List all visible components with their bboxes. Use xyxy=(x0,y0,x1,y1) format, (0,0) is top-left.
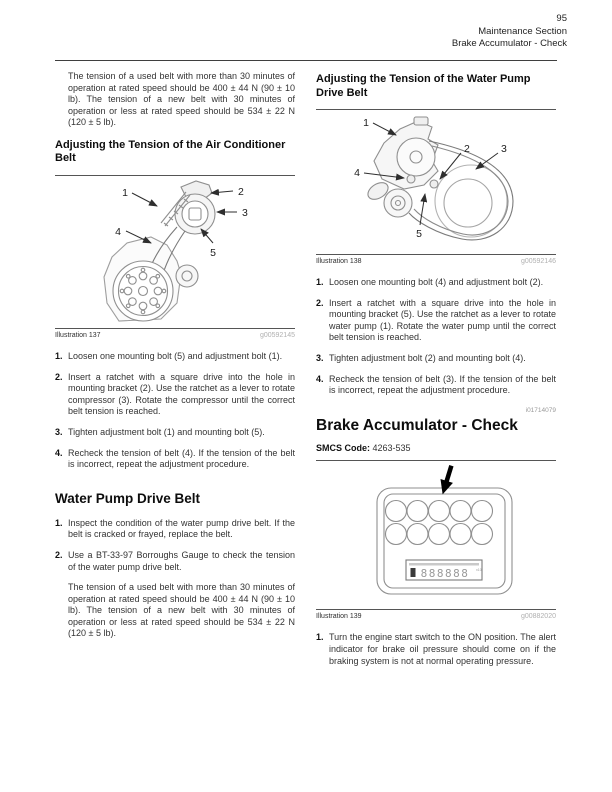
page-columns xyxy=(55,71,557,676)
ac-belt-heading: Adjusting the Tension of the Air Conditioner Belt xyxy=(55,138,286,165)
callout-2: 2 xyxy=(238,185,244,198)
callout-2: 2 xyxy=(464,143,470,155)
figure-137-caption: Illustration 137 xyxy=(55,331,101,339)
lcd-battery-icon xyxy=(411,568,416,577)
figure-137 xyxy=(55,175,295,339)
step-item xyxy=(55,550,295,573)
callout-3: 3 xyxy=(242,206,248,219)
step-number: 2. xyxy=(316,297,324,308)
step-number: 2. xyxy=(55,371,63,382)
figure-138 xyxy=(316,109,556,265)
belt-tension-intro-paragraph: The tension of a used belt with more than 30 minutes of operation at rated speed should be 400 ± 44 N (90 ± 10 lb). The tension of a new belt with 30 minutes of operation or less at rated speed should be 534 ± 22 N (120 ± 5 lb). xyxy=(68,71,295,128)
step-text: Insert a ratchet with a square drive into the hole in mounting bracket (2). Use the ratchet as a lever to rotate compressor (3). Rotate the compressor until the correct belt tension is reached. xyxy=(68,371,295,417)
figure-137-code: g00592145 xyxy=(259,331,295,339)
step-number: 1. xyxy=(316,277,324,287)
header-rule xyxy=(55,60,557,61)
smcs-value: 4263-535 xyxy=(372,442,411,453)
callout-1: 1 xyxy=(363,117,369,129)
step-number: 1. xyxy=(55,350,63,361)
page-number: 95 xyxy=(556,13,567,24)
header-section: Maintenance Section xyxy=(478,25,567,37)
step-number: 2. xyxy=(55,549,63,560)
step-item xyxy=(316,374,556,397)
callout-4: 4 xyxy=(115,225,121,238)
step-number: 3. xyxy=(316,352,324,363)
step-text: Loosen one mounting bolt (5) and adjustment bolt (1). xyxy=(68,350,283,361)
step-item xyxy=(316,277,556,289)
step-text: Recheck the tension of belt (3). If the tension of the belt is incorrect, repeat the adjustment procedure. xyxy=(329,373,556,396)
article-code: i01714079 xyxy=(525,406,556,414)
figure-138-code: g00592146 xyxy=(520,258,556,265)
brake-check-steps xyxy=(316,632,556,667)
page-header xyxy=(452,13,567,51)
instrument-panel-diagram xyxy=(316,464,556,606)
step-item xyxy=(316,298,556,344)
step-text: Turn the engine start switch to the ON position. The alert indicator for brake oil pressure should come on if the braking system is not at normal operating pressure. xyxy=(329,632,556,666)
water-pump-belt-steps xyxy=(55,518,295,573)
water-pump-adjust-steps xyxy=(316,277,556,397)
smcs-code-line xyxy=(316,443,556,455)
smcs-label: SMCS Code: xyxy=(316,442,370,453)
step-item xyxy=(55,518,295,541)
instrument-panel-illustration xyxy=(316,460,556,610)
step-text: Tighten adjustment bolt (1) and mounting bolt (5). xyxy=(68,426,265,437)
figure-139 xyxy=(316,460,556,620)
step-number: 4. xyxy=(316,373,324,384)
callout-1: 1 xyxy=(122,186,128,199)
callout-5: 5 xyxy=(210,246,216,259)
water-pump-tension-note: The tension of a used belt with more than 30 minutes of operation at rated speed should be 400 ± 44 N (90 ± 10 lb). The tension of a new belt with 30 minutes of operation or less at rated speed should be 534 ± 22 N (120 ± 5 lb). xyxy=(68,582,295,639)
water-pump-belt-diagram xyxy=(316,113,556,251)
svg-text:x10: x10 xyxy=(476,568,482,573)
step-text: Tighten adjustment bolt (2) and mounting bolt (4). xyxy=(329,352,526,363)
left-column xyxy=(55,71,295,676)
step-item xyxy=(55,351,295,363)
water-pump-belt-heading: Water Pump Drive Belt xyxy=(55,490,201,506)
step-text: Use a BT-33-97 Borroughs Gauge to check the tension of the water pump drive belt. xyxy=(68,549,295,572)
step-item xyxy=(316,353,556,365)
figure-138-caption: Illustration 138 xyxy=(316,258,362,265)
right-column xyxy=(316,71,556,676)
step-text: Loosen one mounting bolt (4) and adjustment bolt (2). xyxy=(329,277,544,287)
step-text: Recheck the tension of belt (4). If the tension of the belt is incorrect, repeat the adjustment procedure. xyxy=(68,447,295,470)
callout-4: 4 xyxy=(354,167,360,179)
step-number: 3. xyxy=(55,426,63,437)
callout-5: 5 xyxy=(416,228,422,240)
step-number: 1. xyxy=(55,517,63,528)
brake-accumulator-heading: Brake Accumulator - Check xyxy=(316,416,518,434)
step-text: Insert a ratchet with a square drive into the hole in mounting bracket (5). Use the ratchet as a lever to rotate water pump (1). Rotate the water pump until the correct belt tension is reached. xyxy=(329,297,556,343)
header-subsection: Brake Accumulator - Check xyxy=(451,38,567,49)
ac-belt-diagram xyxy=(55,179,295,325)
step-item xyxy=(55,372,295,418)
step-text: Inspect the condition of the water pump drive belt. If the belt is cracked or frayed, replace the belt. xyxy=(68,517,295,540)
step-item xyxy=(55,427,295,439)
step-number: 4. xyxy=(55,447,63,458)
figure-139-code: g00882020 xyxy=(520,613,556,621)
water-pump-belt-illustration xyxy=(316,109,556,255)
air-conditioner-belt-illustration xyxy=(55,175,295,329)
ac-belt-steps xyxy=(55,351,295,471)
step-number: 1. xyxy=(316,632,324,643)
lcd-digits: 888888 xyxy=(420,567,470,581)
step-item xyxy=(55,448,295,471)
step-item xyxy=(316,632,556,667)
figure-139-caption: Illustration 139 xyxy=(316,613,362,621)
water-pump-adjust-heading: Adjusting the Tension of the Water Pump Drive Belt xyxy=(316,73,531,99)
callout-3: 3 xyxy=(501,143,507,155)
